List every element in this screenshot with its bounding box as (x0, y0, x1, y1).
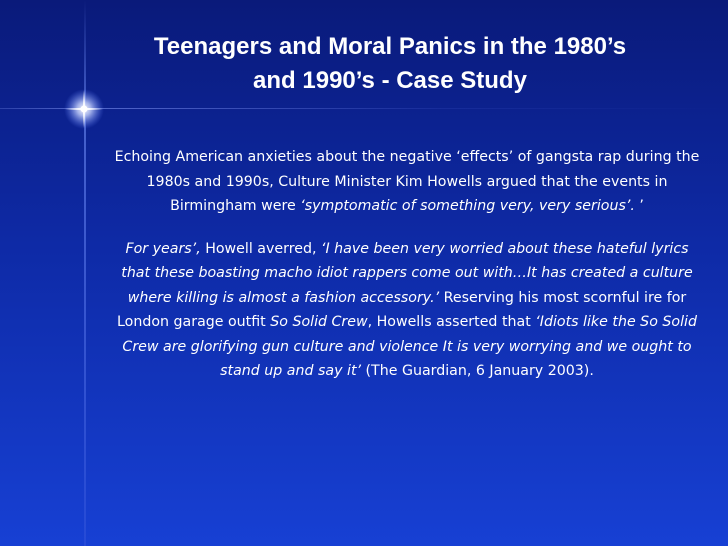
title-line-2: and 1990’s - Case Study (253, 67, 527, 94)
citation: (The Guardian, 6 January 2003). (361, 363, 594, 379)
decorative-horizontal-line (0, 108, 728, 109)
paragraph-1-text: Echoing American anxieties about the negative ‘effects’ of gangsta rap during the 1980s and 1990s, Culture Minister Kim Howells argued that the events in Birmingham were (114, 149, 700, 214)
paragraph-2-text-2: Reserving his most scornful ire for London garage outfit (117, 289, 687, 330)
slide-title (60, 30, 720, 98)
paragraph-2-quote-2: ‘Idiots like the So Solid Crew are glorifying gun culture and violence It is very worrying and we ought to stand up and say it’ (122, 314, 697, 379)
band-name: So Solid Crew (270, 314, 368, 330)
paragraph-1 (112, 145, 702, 219)
paragraph-1-end: ’ (634, 198, 644, 214)
title-line-1: Teenagers and Moral Panics in the 1980’s (153, 33, 627, 60)
slide-body (112, 145, 702, 384)
paragraph-2-text-1: Howell averred, (200, 240, 321, 257)
paragraph-2-quote-start: For years’, (125, 240, 201, 257)
paragraph-2-quote-1: ‘I have been very worried about these hateful lyrics that these boasting macho idiot rappers come out with…It has created a culture where killing is almost a fashion accessory.’ (121, 240, 693, 306)
paragraph-2-text-3: , Howells asserted that (367, 314, 536, 330)
paragraph-2 (112, 237, 702, 384)
paragraph-1-quote: ‘symptomatic of something very, very serious’. (300, 198, 635, 214)
